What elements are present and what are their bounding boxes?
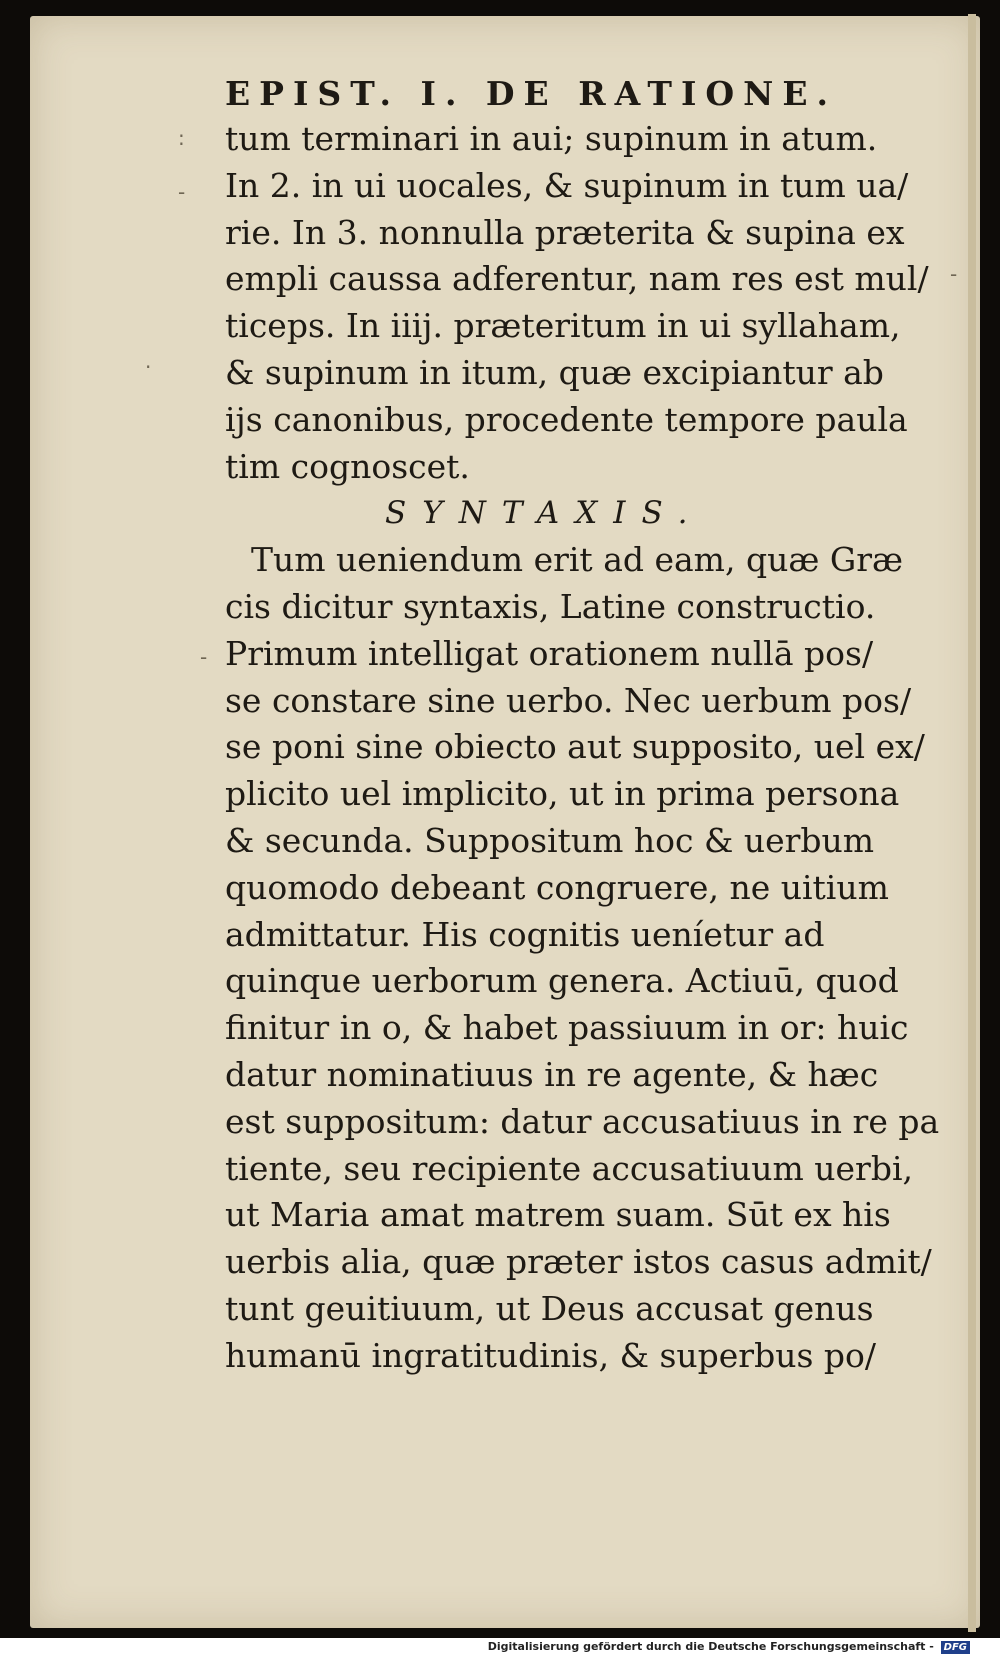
text-line: Primum intelligat orationem nullā pos/	[225, 633, 874, 673]
section-heading: SYNTAXIS.	[385, 495, 704, 532]
text-line: ut Maria amat matrem suam. Sūt ex his	[225, 1195, 891, 1235]
text-line: est suppositum: datur accusatiuus in re pa	[225, 1101, 940, 1141]
text-line: empli caussa adferentur, nam res est mul/	[225, 259, 929, 299]
text-line: tunt geuitiuum, ut Deus accusat genus	[225, 1288, 874, 1328]
text-line: plicito uel implicito, ut in prima persona	[225, 774, 900, 814]
running-head: EPIST. I. DE RATIONE.	[225, 74, 837, 113]
text-line: tum terminari in aui; supinum in atum.	[225, 119, 878, 158]
text-line: humanū ingratitudinis, & superbus po/	[225, 1335, 876, 1375]
footer-credit	[488, 1640, 970, 1654]
margin-mark: -	[200, 645, 208, 669]
text-line: se poni sine obiecto aut supposito, uel ex/	[225, 727, 925, 767]
text-line: datur nominatiuus in re agente, & hæc	[225, 1054, 879, 1094]
text-line: admittatur. His cognitis ueníetur ad	[225, 914, 825, 954]
dfg-logo-icon[interactable]: DFG	[941, 1641, 970, 1654]
text-line: ijs canonibus, procedente tempore paula	[225, 399, 908, 439]
footer-bar	[0, 1638, 1000, 1660]
footer-credit-text: Digitalisierung gefördert durch die Deutsche Forschungsgemeinschaft -	[487, 1640, 934, 1653]
margin-mark: ·	[145, 355, 152, 379]
text-line: Tum ueniendum erit ad eam, quæ Græ	[251, 540, 903, 580]
text-line: tiente, seu recipiente accusatiuum uerbi,	[225, 1148, 913, 1188]
text-line: quomodo debeant congruere, ne uitium	[225, 867, 889, 907]
text-line: finitur in o, & habet passiuum in or: huic	[225, 1008, 909, 1048]
text-line: uerbis alia, quæ præter istos casus admit/	[225, 1242, 932, 1282]
text-line: In 2. in ui uocales, & supinum in tum ua/	[225, 165, 909, 205]
text-line: quinque uerborum genera. Actiuū, quod	[225, 961, 899, 1001]
margin-mark: -	[178, 180, 186, 204]
margin-mark: :	[178, 126, 185, 150]
text-line: tim cognoscet.	[225, 446, 470, 486]
page-edge	[968, 14, 976, 1632]
margin-mark: -	[950, 262, 958, 286]
text-line: cis dicitur syntaxis, Latine constructio.	[225, 586, 876, 626]
text-line: ticeps. In iiij. præteritum in ui syllaham,	[225, 306, 901, 346]
text-line: & supinum in itum, quæ excipiantur ab	[225, 352, 884, 392]
text-block	[225, 72, 945, 1380]
text-line: & secunda. Suppositum hoc & uerbum	[225, 820, 875, 860]
text-line: se constare sine uerbo. Nec uerbum pos/	[225, 680, 912, 720]
text-line: rie. In 3. nonnulla præterita & supina ex	[225, 212, 905, 252]
